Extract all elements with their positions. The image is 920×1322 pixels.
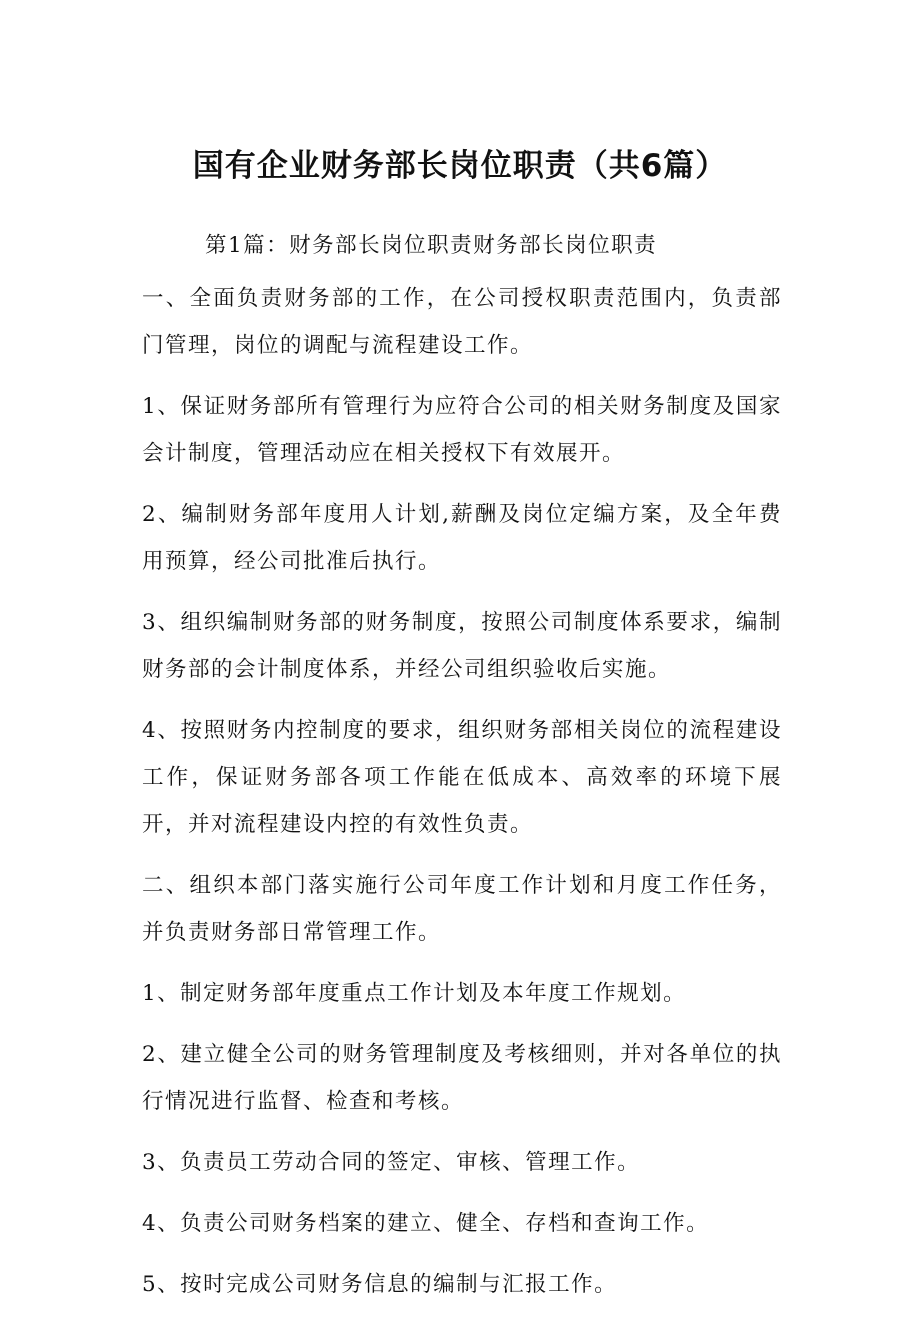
- paragraph-11: 5、按时完成公司财务信息的编制与汇报工作。: [142, 1272, 618, 1297]
- section-subtitle: 第1篇：财务部长岗位职责财务部长岗位职责: [205, 233, 658, 258]
- paragraph-6: 二、组织本部门落实施行公司年度工作计划和月度工作任务，并负责财务部日常管理工作。: [142, 873, 782, 945]
- paragraph-10: 4、负责公司财务档案的建立、健全、存档和查询工作。: [142, 1211, 710, 1236]
- paragraph-2: 1、保证财务部所有管理行为应符合公司的相关财务制度及国家会计制度，管理活动应在相关授权下有效展开。: [142, 394, 782, 466]
- document-title: 国有企业财务部长岗位职责（共6篇）: [192, 148, 728, 184]
- paragraph-3: 2、编制财务部年度用人计划,薪酬及岗位定编方案，及全年费用预算，经公司批准后执行。: [142, 502, 782, 574]
- paragraph-5: 4、按照财务内控制度的要求，组织财务部相关岗位的流程建设工作，保证财务部各项工作能在低成本、高效率的环境下展开，并对流程建设内控的有效性负责。: [142, 718, 782, 837]
- paragraph-4: 3、组织编制财务部的财务制度，按照公司制度体系要求，编制财务部的会计制度体系，并经公司组织验收后实施。: [142, 610, 782, 682]
- paragraph-9: 3、负责员工劳动合同的签定、审核、管理工作。: [142, 1150, 641, 1175]
- paragraph-1: 一、全面负责财务部的工作，在公司授权职责范围内，负责部门管理，岗位的调配与流程建设工作。: [142, 286, 782, 358]
- document-body: [142, 275, 782, 1322]
- paragraph-8: 2、建立健全公司的财务管理制度及考核细则，并对各单位的执行情况进行监督、检查和考核。: [142, 1042, 782, 1114]
- paragraph-7: 1、制定财务部年度重点工作计划及本年度工作规划。: [142, 981, 687, 1006]
